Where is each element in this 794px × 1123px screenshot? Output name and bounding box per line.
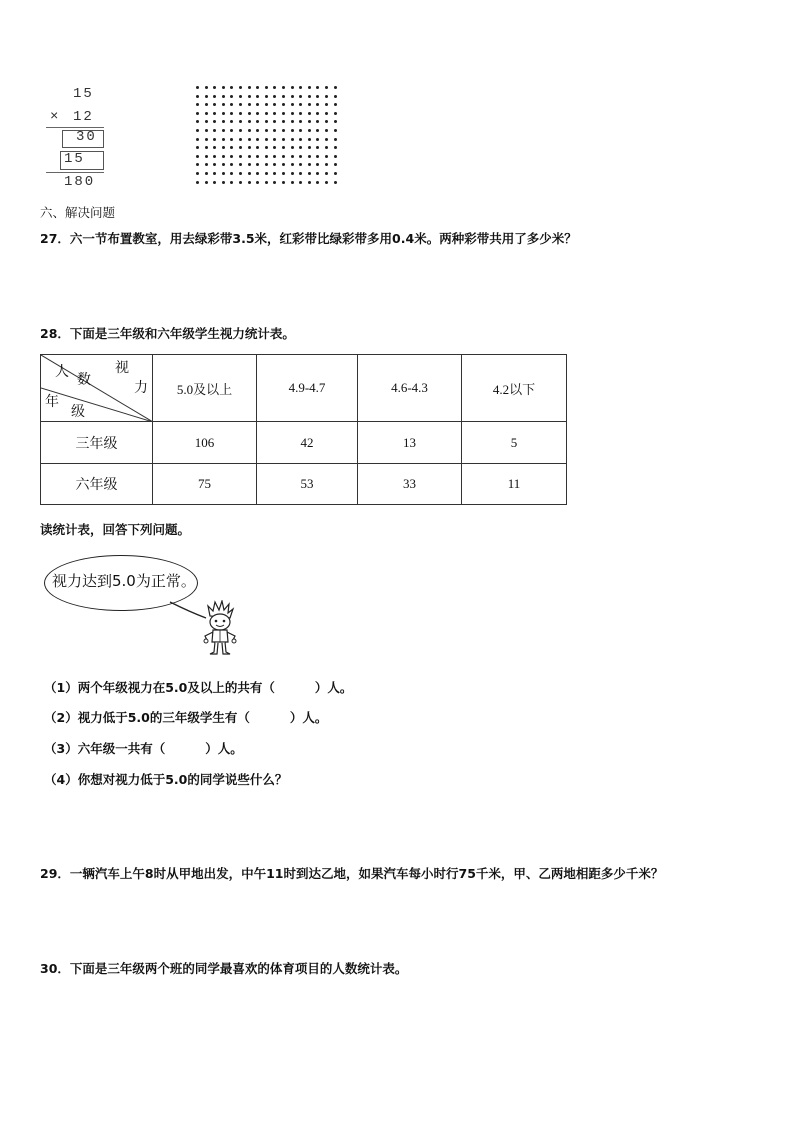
grid-dot: [205, 120, 208, 123]
table-instruction: 读统计表，回答下列问题。: [40, 522, 191, 537]
grid-dot: [222, 181, 225, 184]
row-label: 三年级: [41, 422, 153, 464]
question-number: 27．: [40, 231, 70, 246]
table-cell: 13: [358, 422, 462, 464]
grid-dot: [299, 163, 302, 166]
corner-label-shi: 视: [115, 360, 129, 376]
grid-dot: [222, 103, 225, 106]
grid-dot: [325, 172, 328, 175]
grid-dot: [230, 120, 233, 123]
grid-dot: [248, 172, 251, 175]
grid-dot: [256, 146, 259, 149]
question-27: [40, 229, 577, 247]
question-number: 29．: [40, 866, 70, 881]
grid-dot: [282, 163, 285, 166]
grid-dot: [282, 181, 285, 184]
corner-label-nian: 年: [45, 394, 59, 410]
grid-dot: [196, 95, 199, 98]
grid-dot: [291, 172, 294, 175]
grid-dot: [334, 181, 337, 184]
question-text: 六一节布置教室，用去绿彩带3.5米，红彩带比绿彩带多用0.4米。两种彩带共用了多少米？: [69, 231, 577, 246]
table-cell: 75: [153, 464, 257, 505]
grid-dot: [239, 155, 242, 158]
grid-dot: [316, 181, 319, 184]
grid-dot: [205, 95, 208, 98]
grid-dot: [273, 181, 276, 184]
grid-dot: [273, 95, 276, 98]
diagonal-header-cell: [41, 355, 153, 422]
grid-dot: [239, 181, 242, 184]
multiply-sign: ×: [50, 109, 61, 125]
grid-dot: [239, 86, 242, 89]
grid-dot: [248, 138, 251, 141]
grid-dot: [273, 86, 276, 89]
grid-dot: [265, 146, 268, 149]
column-header: 4.6-4.3: [358, 355, 462, 422]
grid-dot: [256, 155, 259, 158]
grid-dot: [308, 103, 311, 106]
grid-dot: [282, 120, 285, 123]
grid-dot: [213, 103, 216, 106]
grid-dot: [334, 95, 337, 98]
grid-dot: [325, 138, 328, 141]
grid-dot: [248, 129, 251, 132]
grid-dot: [325, 181, 328, 184]
question-text: 下面是三年级两个班的同学最喜欢的体育项目的人数统计表。: [69, 961, 408, 976]
grid-dot: [222, 155, 225, 158]
grid-dot: [213, 112, 216, 115]
grid-dot: [308, 86, 311, 89]
grid-dot: [256, 163, 259, 166]
grid-dot: [265, 181, 268, 184]
grid-dot: [256, 112, 259, 115]
grid-dot: [196, 163, 199, 166]
grid-dot: [316, 163, 319, 166]
grid-dot: [325, 146, 328, 149]
grid-dot: [316, 103, 319, 106]
grid-dot: [282, 103, 285, 106]
grid-dot: [248, 181, 251, 184]
grid-dot: [316, 86, 319, 89]
grid-dot: [325, 155, 328, 158]
grid-dot: [282, 129, 285, 132]
grid-dot: [248, 146, 251, 149]
grid-dot: [239, 129, 242, 132]
grid-dot: [291, 86, 294, 89]
grid-dot: [308, 129, 311, 132]
grid-dot: [282, 95, 285, 98]
grid-dot: [273, 172, 276, 175]
grid-dot: [256, 172, 259, 175]
grid-dot: [205, 129, 208, 132]
grid-dot: [248, 120, 251, 123]
grid-dot: [334, 129, 337, 132]
column-header: 4.9-4.7: [257, 355, 358, 422]
grid-dot: [265, 129, 268, 132]
grid-dot: [239, 103, 242, 106]
grid-dot: [205, 163, 208, 166]
grid-dot: [196, 120, 199, 123]
grid-dot: [299, 138, 302, 141]
grid-dot: [325, 103, 328, 106]
grid-dot: [256, 95, 259, 98]
grid-dot: [196, 112, 199, 115]
grid-dot: [282, 112, 285, 115]
grid-dot: [222, 163, 225, 166]
grid-dot: [325, 129, 328, 132]
grid-dot: [239, 163, 242, 166]
table-cell: 106: [153, 422, 257, 464]
grid-dot: [316, 112, 319, 115]
grid-dot: [334, 120, 337, 123]
grid-dot: [308, 155, 311, 158]
grid-dot: [230, 138, 233, 141]
grid-dot: [239, 112, 242, 115]
grid-dot: [334, 86, 337, 89]
table-cell: 33: [358, 464, 462, 505]
question-number: 30．: [40, 961, 70, 976]
grid-dot: [282, 172, 285, 175]
grid-dot: [265, 155, 268, 158]
question-text: 下面是三年级和六年级学生视力统计表。: [69, 326, 295, 341]
grid-dot: [239, 138, 242, 141]
column-header: 5.0及以上: [153, 355, 257, 422]
multiplier: 12: [73, 109, 94, 125]
grid-dot: [205, 138, 208, 141]
grid-dot: [334, 163, 337, 166]
grid-dot: [325, 86, 328, 89]
grid-dot: [291, 138, 294, 141]
grid-dot: [316, 146, 319, 149]
grid-dot: [325, 95, 328, 98]
grid-dot: [256, 120, 259, 123]
grid-dot: [308, 120, 311, 123]
grid-dot: [299, 112, 302, 115]
grid-dot: [230, 112, 233, 115]
grid-dot: [248, 86, 251, 89]
table-cell: 42: [257, 422, 358, 464]
grid-dot: [205, 86, 208, 89]
mascot-icon: [200, 600, 240, 658]
grid-dot: [299, 129, 302, 132]
grid-dot: [248, 163, 251, 166]
question-30: [40, 959, 407, 977]
grid-dot: [230, 103, 233, 106]
grid-dot: [334, 146, 337, 149]
grid-dot: [325, 112, 328, 115]
sub-question-text: （3）六年级一共有（: [44, 741, 166, 756]
grid-dot: [222, 129, 225, 132]
grid-dot: [196, 181, 199, 184]
grid-dot: [196, 103, 199, 106]
partial-product-1: 30: [76, 129, 97, 145]
grid-dot: [248, 95, 251, 98]
grid-dot: [282, 146, 285, 149]
grid-dot: [265, 86, 268, 89]
grid-dot: [282, 86, 285, 89]
grid-dot: [316, 129, 319, 132]
grid-dot: [265, 163, 268, 166]
sub-question-4: [44, 770, 287, 788]
product-result: 180: [64, 174, 96, 190]
sub-question-suffix: ）人。: [314, 680, 353, 695]
grid-dot: [256, 103, 259, 106]
grid-dot: [213, 95, 216, 98]
grid-dot: [273, 129, 276, 132]
column-header: 4.2以下: [462, 355, 567, 422]
grid-dot: [248, 155, 251, 158]
grid-dot: [196, 138, 199, 141]
grid-dot: [308, 95, 311, 98]
sub-question-text: （4）你想对视力低于5.0的同学说些什么？: [44, 772, 288, 787]
grid-dot: [299, 120, 302, 123]
grid-dot: [282, 155, 285, 158]
grid-dot: [248, 103, 251, 106]
grid-dot: [334, 112, 337, 115]
grid-dot: [282, 138, 285, 141]
grid-dot: [316, 155, 319, 158]
grid-dot: [273, 138, 276, 141]
corner-label-ren: 人: [55, 364, 69, 380]
grid-dot: [265, 172, 268, 175]
grid-dot: [222, 86, 225, 89]
grid-dot: [308, 112, 311, 115]
sub-question-text: （2）视力低于5.0的三年级学生有（: [44, 710, 250, 725]
grid-dot: [291, 103, 294, 106]
grid-dot: [230, 129, 233, 132]
grid-dot: [291, 163, 294, 166]
grid-dot: [196, 129, 199, 132]
grid-dot: [248, 112, 251, 115]
grid-dot: [222, 95, 225, 98]
grid-dot: [239, 95, 242, 98]
grid-dot: [213, 181, 216, 184]
grid-dot: [316, 95, 319, 98]
grid-dot: [196, 146, 199, 149]
grid-dot: [291, 155, 294, 158]
grid-dot: [222, 120, 225, 123]
grid-dot: [213, 86, 216, 89]
grid-dot: [239, 172, 242, 175]
grid-dot: [230, 163, 233, 166]
grid-dot: [265, 112, 268, 115]
grid-dot: [308, 163, 311, 166]
grid-dot: [230, 181, 233, 184]
grid-dot: [273, 112, 276, 115]
dot-grid: [196, 86, 338, 190]
grid-dot: [222, 138, 225, 141]
grid-dot: [273, 155, 276, 158]
sub-question-3: [44, 739, 243, 757]
grid-dot: [213, 120, 216, 123]
grid-dot: [299, 172, 302, 175]
grid-dot: [334, 138, 337, 141]
grid-dot: [334, 172, 337, 175]
grid-dot: [213, 146, 216, 149]
grid-dot: [205, 172, 208, 175]
grid-dot: [213, 172, 216, 175]
grid-dot: [222, 112, 225, 115]
table-cell: 5: [462, 422, 567, 464]
grid-dot: [256, 129, 259, 132]
grid-dot: [273, 120, 276, 123]
row-label: 六年级: [41, 464, 153, 505]
grid-dot: [273, 163, 276, 166]
question-29: [40, 864, 663, 882]
grid-dot: [265, 95, 268, 98]
grid-dot: [239, 146, 242, 149]
grid-dot: [291, 146, 294, 149]
grid-dot: [299, 146, 302, 149]
question-text: 一辆汽车上午8时从甲地出发，中午11时到达乙地，如果汽车每小时行75千米，甲、乙两地相距多少千米？: [69, 866, 664, 881]
question-28: [40, 324, 295, 342]
grid-dot: [196, 86, 199, 89]
grid-dot: [273, 146, 276, 149]
grid-dot: [265, 138, 268, 141]
grid-dot: [205, 146, 208, 149]
grid-dot: [205, 112, 208, 115]
grid-dot: [230, 146, 233, 149]
grid-dot: [205, 103, 208, 106]
section-title: 六、解决问题: [40, 205, 116, 220]
corner-label-li: 力: [134, 380, 148, 396]
grid-dot: [196, 155, 199, 158]
grid-dot: [205, 155, 208, 158]
question-number: 28．: [40, 326, 70, 341]
table-cell: 53: [257, 464, 358, 505]
grid-dot: [308, 138, 311, 141]
grid-dot: [291, 120, 294, 123]
partial-product-2: 15: [64, 151, 85, 167]
grid-dot: [291, 181, 294, 184]
grid-dot: [256, 138, 259, 141]
sub-question-text: （1）两个年级视力在5.0及以上的共有（: [44, 680, 275, 695]
grid-dot: [291, 95, 294, 98]
grid-dot: [308, 181, 311, 184]
sub-question-suffix: ）人。: [289, 710, 328, 725]
grid-dot: [316, 138, 319, 141]
grid-dot: [325, 163, 328, 166]
grid-dot: [291, 129, 294, 132]
grid-dot: [299, 181, 302, 184]
grid-dot: [213, 138, 216, 141]
grid-dot: [308, 172, 311, 175]
vision-stat-table: [40, 354, 567, 505]
table-row: [41, 422, 567, 464]
grid-dot: [213, 155, 216, 158]
corner-label-ji: 级: [71, 404, 85, 420]
grid-dot: [256, 86, 259, 89]
grid-dot: [334, 155, 337, 158]
multiplicand: 15: [73, 86, 94, 102]
corner-label-shu: 数: [77, 372, 91, 388]
grid-dot: [222, 146, 225, 149]
sub-question-suffix: ）人。: [205, 741, 243, 756]
multiply-rule: [46, 127, 104, 128]
grid-dot: [222, 172, 225, 175]
grid-dot: [256, 181, 259, 184]
grid-dot: [334, 103, 337, 106]
grid-dot: [230, 172, 233, 175]
grid-dot: [299, 103, 302, 106]
bubble-text: 视力达到5.0为正常。: [52, 572, 196, 590]
grid-dot: [230, 155, 233, 158]
grid-dot: [213, 129, 216, 132]
table-header-row: [41, 355, 567, 422]
grid-dot: [265, 103, 268, 106]
result-rule: [46, 172, 104, 173]
grid-dot: [316, 120, 319, 123]
grid-dot: [325, 120, 328, 123]
grid-dot: [299, 155, 302, 158]
grid-dot: [299, 95, 302, 98]
grid-dot: [265, 120, 268, 123]
grid-dot: [308, 146, 311, 149]
table-row: [41, 464, 567, 505]
grid-dot: [230, 95, 233, 98]
grid-dot: [239, 120, 242, 123]
grid-dot: [291, 112, 294, 115]
table-cell: 11: [462, 464, 567, 505]
grid-dot: [205, 181, 208, 184]
grid-dot: [196, 172, 199, 175]
grid-dot: [316, 172, 319, 175]
sub-question-1: [44, 678, 352, 696]
grid-dot: [230, 86, 233, 89]
grid-dot: [213, 163, 216, 166]
grid-dot: [273, 103, 276, 106]
sub-question-2: [44, 708, 327, 726]
grid-dot: [299, 86, 302, 89]
